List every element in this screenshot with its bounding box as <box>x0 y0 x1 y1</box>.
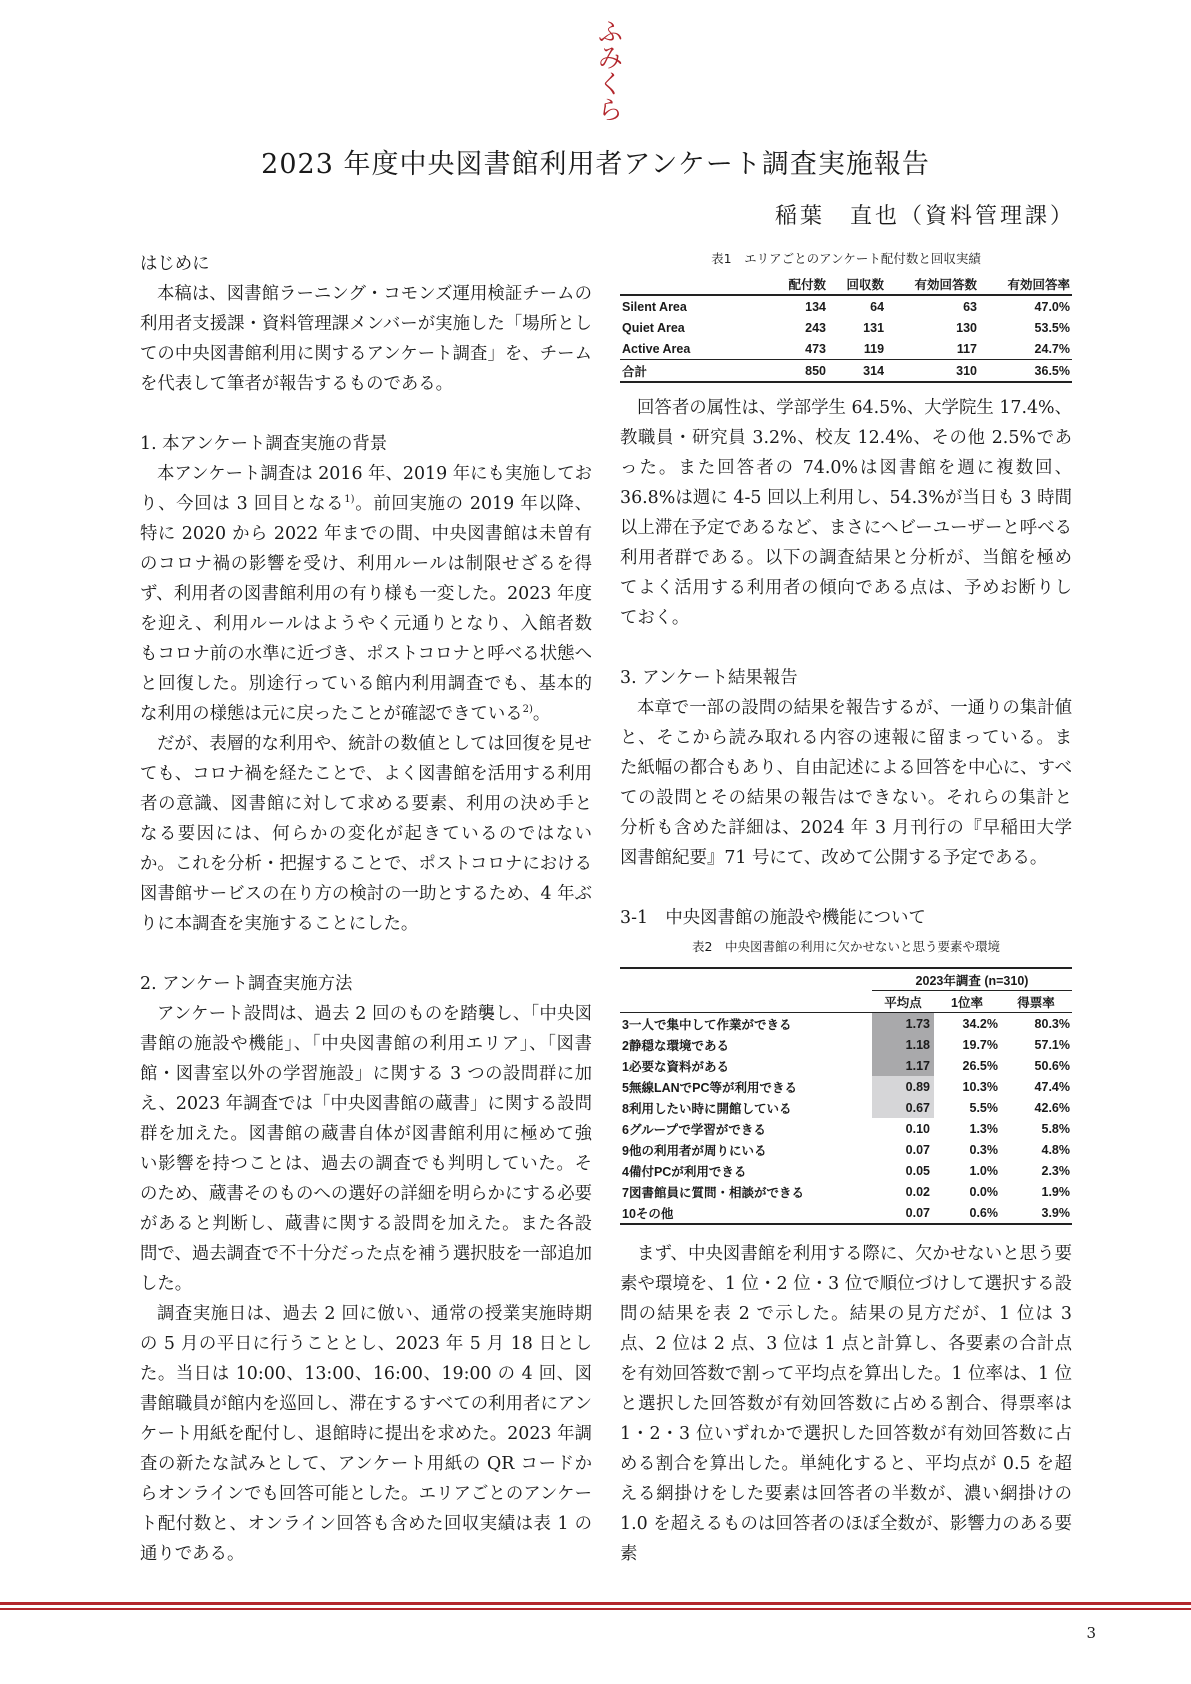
table2-cell-vote: 1.9% <box>1041 1184 1070 1199</box>
table2-cell-first: 10.3% <box>962 1079 998 1094</box>
table2-cell-item: 7図書館員に質問・相談ができる <box>622 1185 804 1200</box>
section3-1-heading: 3-1 中央図書館の施設や機能について <box>620 908 926 928</box>
table2-cell-avg: 0.02 <box>905 1184 930 1199</box>
table2-cell-first: 1.3% <box>969 1121 998 1136</box>
table1-header-area <box>620 273 770 295</box>
table2-cell-avg: 1.18 <box>872 1034 934 1055</box>
table2-cell-avg: 0.89 <box>872 1076 934 1097</box>
table-row <box>620 1034 1072 1055</box>
table1-header-distributed: 配付数 <box>770 273 828 295</box>
table-row: Active Area 473 119 117 24.7% <box>622 341 1070 356</box>
author-line: 稲葉 直也（資料管理課） <box>774 204 1075 229</box>
table-row <box>620 1181 1072 1202</box>
section1-paragraph1: 本アンケート調査は 2016 年、2019 年にも実施しており、今回は 3 回目となる$^{1)}$。前回実施の 2019 年以降、特に 2020 から 2022 年までの間、中央図書館は未曽有のコロナ禍の影響を受け、利用ルールは制限せざるを得ず、利用者の図書館利用の有り様も一変した。2023 年度を迎え、利用ルールはようやく元通りとなり、入館者数もコロナ前の水準に近づき、ポストコロナと呼べる状態へと回復した。別途行っている館内利用調査でも、基本的な利用の様態は元に戻ったことが確認できている$^{2)}$。 <box>140 464 592 724</box>
table-row <box>620 1013 1072 1035</box>
table-row <box>620 1202 1072 1224</box>
table2 <box>620 967 1072 1225</box>
table2-group-row <box>620 968 1072 991</box>
table-row <box>620 1076 1072 1097</box>
table2-cell-avg: 1.73 <box>872 1013 934 1035</box>
table-row: Quiet Area 243 131 130 53.5% <box>622 320 1070 335</box>
table2-cell-vote: 5.8% <box>1041 1121 1070 1136</box>
footer-rule <box>0 1602 1191 1612</box>
table2-cell-item: 9他の利用者が周りにいる <box>622 1143 767 1158</box>
table2-group-header: 2023年調査 (n=310) <box>872 968 1072 991</box>
table1 <box>620 273 1072 383</box>
table2-cell-vote: 50.6% <box>1034 1058 1070 1073</box>
table2-cell-first: 0.0% <box>969 1184 998 1199</box>
table2-cell-first: 5.5% <box>969 1100 998 1115</box>
table1-header-collected: 回収数 <box>828 273 886 295</box>
respondent-attributes-paragraph: 回答者の属性は、学部学生 64.5%、大学院生 17.4%、教職員・研究員 3.2%、校友 12.4%、その他 2.5%であった。また回答者の 74.0%は図書館を週に複数回、36.8%は週に 4-5 回以上利用し、54.3%が当日も 3 時間以上滞在予定であるなど、まさにヘビーユーザーと呼べる利用者群である。以下の調査結果と分析が、当館を極めてよく活用する利用者の傾向である点は、予めお断りしておく。 <box>620 398 1072 628</box>
table2-header-row <box>620 991 1072 1013</box>
table2-cell-vote: 3.9% <box>1000 1202 1072 1224</box>
table2-cell-first: 26.5% <box>962 1058 998 1073</box>
table2-cell-first: 0.3% <box>969 1142 998 1157</box>
section1-paragraph2: だが、表層的な利用や、統計の数値としては回復を見せても、コロナ禍を経たことで、よく図書館を活用する利用者の意識、図書館に対して求める要素、利用の決め手となる要因には、何らかの変化が起きているのではないか。これを分析・把握することで、ポストコロナにおける図書館サービスの在り方の検討の一助とするため、4 年ぶりに本調査を実施することにした。 <box>140 734 592 934</box>
table2-caption: 表2 中央図書館の利用に欠かせないと思う要素や環境 <box>692 939 1000 954</box>
table-row <box>620 1118 1072 1139</box>
table2-cell-item: 6グループで学習ができる <box>622 1122 766 1137</box>
table2-cell-first: 19.7% <box>962 1037 998 1052</box>
footnote-ref-2[interactable]: 2) <box>522 704 533 716</box>
table2-cell-item: 1必要な資料がある <box>622 1059 729 1074</box>
table2-cell-vote: 42.6% <box>1034 1100 1070 1115</box>
section2-paragraph1: アンケート設問は、過去 2 回のものを踏襲し、「中央図書館の施設や機能」、「中央図書館の利用エリア」、「図書館・図書室以外の学習施設」に関する 3 つの設問群に加え、2023 年調査では「中央図書館の蔵書」に関する設問群を加えた。図書館の蔵書自体が図書館利用に極めて強い影響を持つことは、過去の調査でも判明していた。そのため、蔵書そのものへの選好の詳細を明らかにする必要があると判断し、蔵書に関する設問を加えた。また各設問で、過去調査で不十分だった点を補う選択肢を一部追加した。 <box>140 1004 592 1294</box>
table2-header-first: 1位率 <box>934 991 1000 1013</box>
table2-cell-avg: 0.07 <box>905 1142 930 1157</box>
table2-cell-avg: 1.17 <box>872 1055 934 1076</box>
section2-heading: 2. アンケート調査実施方法 <box>140 974 353 994</box>
table2-cell-avg: 0.07 <box>872 1202 934 1224</box>
table2-cell-item: 10その他 <box>620 1202 872 1224</box>
table2-cell-item: 8利用したい時に開館している <box>622 1101 792 1116</box>
table2-cell-avg: 0.05 <box>905 1163 930 1178</box>
section2-paragraph2: 調査実施日は、過去 2 回に倣い、通常の授業実施時期の 5 月の平日に行うこととし、2023 年 5 月 18 日とした。当日は 10:00、13:00、16:00、19:00 の 4 回、図書館職員が館内を巡回し、滞在するすべての利用者にアンケート用紙を配付し、退館時に提出を求めた。2023 年調査の新たな試みとして、アンケート用紙の QR コードからオンラインでも回答可能とした。エリアごとのアンケート配付数と、オンライン回答も含めた回収実績は表 1 の通りである。 <box>140 1304 592 1564</box>
table2-cell-item: 4備付PCが利用できる <box>622 1164 747 1179</box>
right-column <box>620 249 1072 1569</box>
journal-logo: ふみくら <box>593 18 623 122</box>
table2-cell-item: 5無線LANでPC等が利用できる <box>622 1080 798 1095</box>
table-row: Silent Area 134 64 63 47.0% <box>622 299 1070 314</box>
left-column <box>140 249 592 1569</box>
table2-header-vote: 得票率 <box>1000 991 1072 1013</box>
table2-cell-item: 3一人で集中して作業ができる <box>622 1017 792 1032</box>
table2-cell-vote: 80.3% <box>1034 1016 1070 1031</box>
table-row <box>620 1055 1072 1076</box>
table2-cell-item: 2静穏な環境である <box>622 1038 729 1053</box>
table1-caption: 表1 エリアごとのアンケート配付数と回収実績 <box>711 251 981 266</box>
table2-cell-vote: 57.1% <box>1034 1037 1070 1052</box>
intro-paragraph: 本稿は、図書館ラーニング・コモンズ運用検証チームの利用者支援課・資料管理課メンバーが実施した「場所としての中央図書館利用に関するアンケート調査」を、チームを代表して筆者が報告するものである。 <box>140 284 592 394</box>
table2-cell-vote: 2.3% <box>1041 1163 1070 1178</box>
table1-header-valid: 有効回答数 <box>886 273 979 295</box>
page-number: 3 <box>1086 1624 1096 1642</box>
table1-header-rate: 有効回答率 <box>979 273 1072 295</box>
intro-heading: はじめに <box>140 254 210 274</box>
table2-cell-vote: 4.8% <box>1041 1142 1070 1157</box>
table1-total-row: 合計 850 314 310 36.5% <box>620 360 1072 383</box>
table-row <box>620 1097 1072 1118</box>
page-title: 2023 年度中央図書館利用者アンケート調査実施報告 <box>261 149 930 180</box>
table2-cell-first: 34.2% <box>962 1016 998 1031</box>
section3-heading: 3. アンケート結果報告 <box>620 668 798 688</box>
table2-header-avg: 平均点 <box>872 991 934 1013</box>
table2-cell-avg: 0.10 <box>905 1121 930 1136</box>
table2-explanation-paragraph: まず、中央図書館を利用する際に、欠かせないと思う要素や環境を、1 位・2 位・3 位で順位づけして選択する設問の結果を表 2 で示した。結果の見方だが、1 位は 3 点、2 位は 2 点、3 位は 1 点と計算し、各要素の合計点を有効回答数で割って平均点を算出した。1 位率は、1 位と選択した回答数が有効回答数に占める割合、得票率は 1・2・3 位いずれかで選択した回答数が有効回答数に占める割合を算出した。単純化すると、平均点が 0.5 を超える網掛けをした要素は回答者の半数が、濃い網掛けの 1.0 を超えるものは回答者のほぼ全数が、影響力のある要素 <box>620 1244 1072 1564</box>
footnote-ref-1[interactable]: 1) <box>344 494 355 506</box>
table2-cell-vote: 47.4% <box>1034 1079 1070 1094</box>
table2-cell-first: 0.6% <box>934 1202 1000 1224</box>
section3-paragraph: 本章で一部の設問の結果を報告するが、一通りの集計値と、そこから読み取れる内容の速報に留まっている。また紙幅の都合もあり、自由記述による回答を中心に、すべての設問とその結果の報告はできない。それらの集計と分析も含めた詳細は、2024 年 3 月刊行の『早稲田大学図書館紀要』71 号にて、改めて公開する予定である。 <box>620 698 1072 868</box>
table-row <box>620 1160 1072 1181</box>
section1-heading: 1. 本アンケート調査実施の背景 <box>140 434 388 454</box>
table1-header-row <box>620 273 1072 295</box>
table2-cell-first: 1.0% <box>969 1163 998 1178</box>
table-row <box>620 1139 1072 1160</box>
table2-cell-avg: 0.67 <box>872 1097 934 1118</box>
